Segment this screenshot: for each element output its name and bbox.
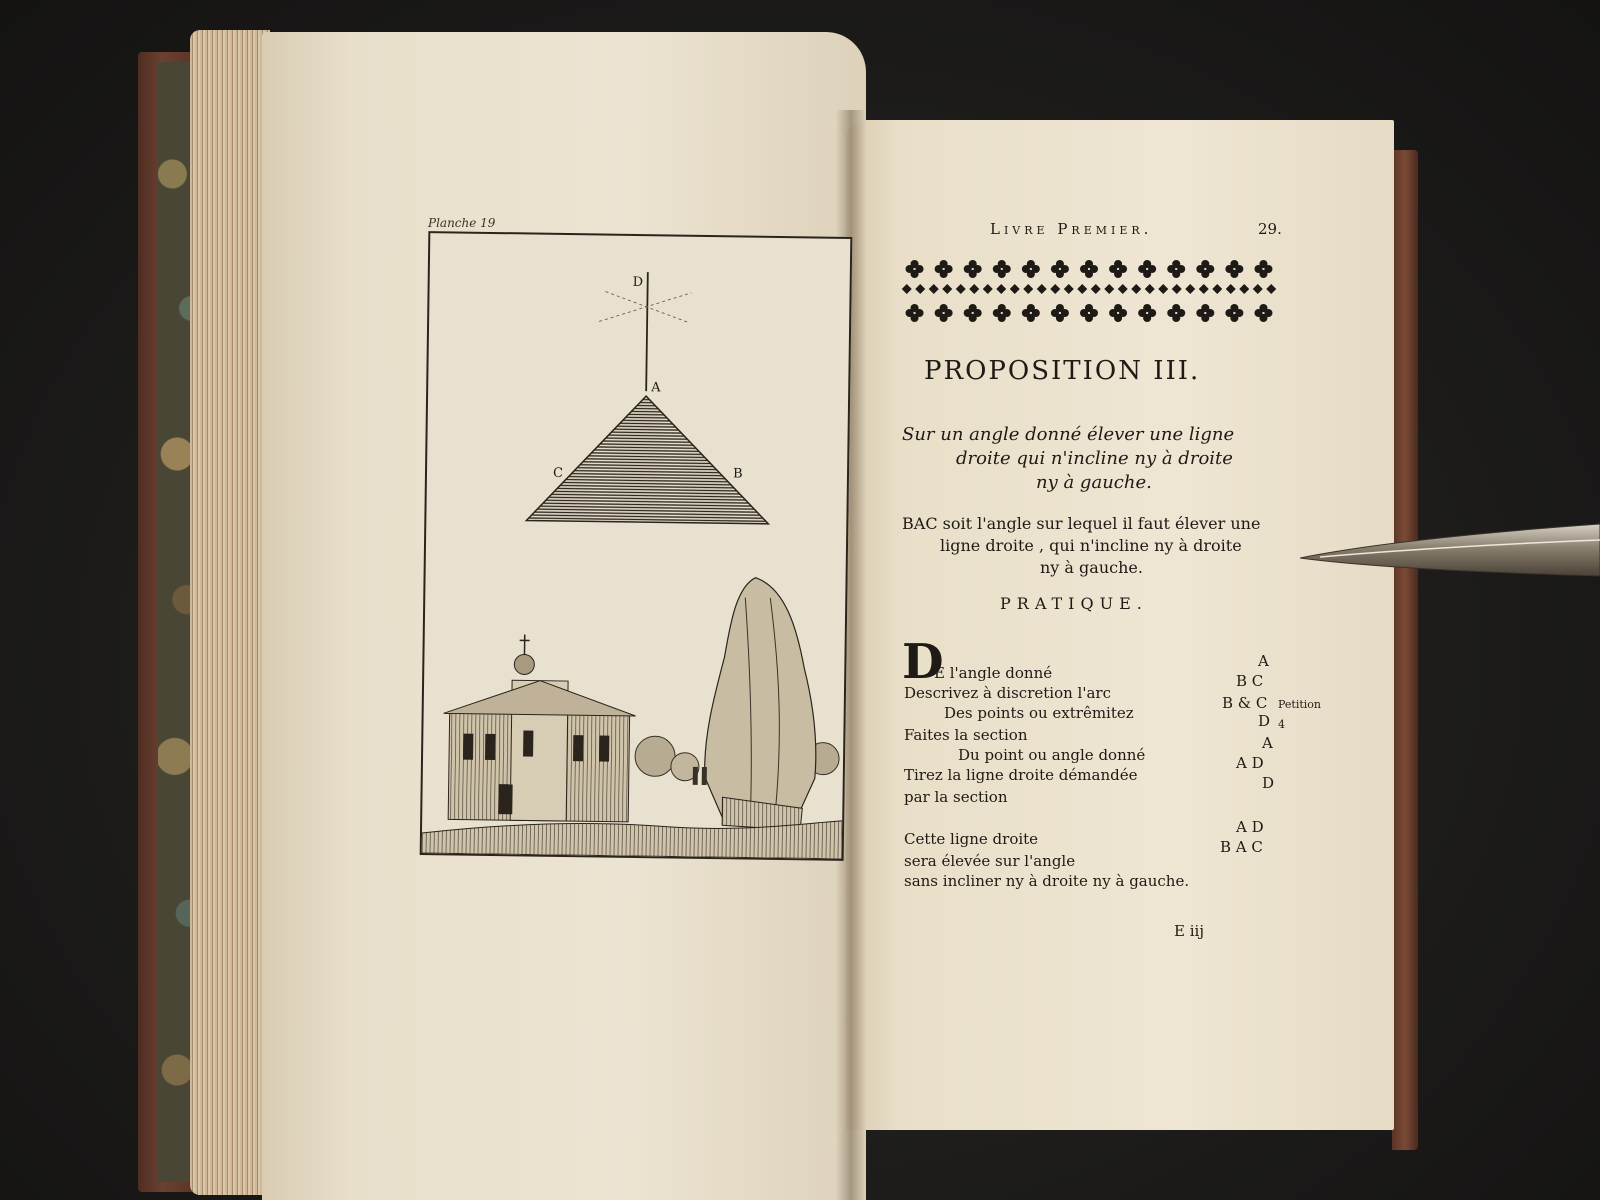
conclusion-line-1: Cette ligne droite bbox=[904, 830, 1039, 848]
angle-triangle bbox=[526, 394, 770, 523]
page-number: 29. bbox=[1258, 220, 1282, 238]
practice-ref-2: B C bbox=[1236, 672, 1264, 690]
practice-ref-7: D bbox=[1262, 774, 1275, 792]
statement-line-1: Sur un angle donné élever une ligne bbox=[902, 424, 1235, 445]
distant-figures bbox=[693, 767, 707, 785]
signature-mark: E iij bbox=[1174, 922, 1204, 940]
label-a: A bbox=[651, 380, 661, 396]
plate-illustration bbox=[422, 233, 851, 859]
proposition-title: PROPOSITION III. bbox=[924, 356, 1201, 386]
intro-line-2: ligne droite , qui n'incline ny à droite bbox=[940, 536, 1242, 555]
church-building bbox=[442, 633, 637, 822]
conclusion-ref-2: B A C bbox=[1220, 838, 1263, 856]
practice-line-4: Faites la section bbox=[904, 726, 1028, 744]
statement-line-2: droite qui n'incline ny à droite bbox=[956, 448, 1233, 469]
label-d: D bbox=[632, 274, 644, 291]
arc-mark-1 bbox=[599, 291, 691, 322]
engraved-plate bbox=[420, 231, 853, 861]
pratique-heading: PRATIQUE. bbox=[1000, 594, 1148, 613]
practice-line-6: Tirez la ligne droite démandée bbox=[904, 766, 1138, 784]
cloaked-figure bbox=[704, 577, 818, 831]
intro-line-1: BAC soit l'angle sur lequel il faut élever une bbox=[902, 514, 1261, 533]
practice-line-3: Des points ou extrêmitez bbox=[944, 704, 1134, 722]
practice-ref-6: A D bbox=[1236, 754, 1264, 772]
perpendicular-line bbox=[646, 272, 648, 391]
practice-line-2: Descrivez à discretion l'arc bbox=[904, 684, 1111, 702]
practice-ref-3: B & C bbox=[1222, 694, 1268, 712]
ornament-band-top bbox=[900, 258, 1278, 280]
conclusion-ref-1: A D bbox=[1236, 818, 1264, 836]
practice-line-1: E l'angle donné bbox=[934, 664, 1053, 682]
drop-cap: D bbox=[902, 634, 944, 690]
plate-label: Planche 19 bbox=[428, 216, 496, 230]
ornament-band-bottom bbox=[900, 302, 1278, 324]
running-head: Livre Premier. bbox=[990, 220, 1153, 238]
practice-ref-5: A bbox=[1262, 734, 1273, 752]
page-edges bbox=[190, 30, 270, 1195]
label-b: B bbox=[732, 466, 743, 482]
pointer-knife bbox=[1300, 520, 1600, 584]
statement-line-3: ny à gauche. bbox=[1036, 472, 1152, 493]
practice-ref-4: D bbox=[1258, 712, 1271, 730]
ornament-band-middle bbox=[900, 282, 1278, 296]
petition-mark: 4 bbox=[1278, 718, 1285, 731]
label-c: C bbox=[552, 465, 564, 481]
petition-note: Petition bbox=[1278, 698, 1322, 711]
practice-line-5: Du point ou angle donné bbox=[958, 746, 1146, 764]
practice-ref-1: A bbox=[1258, 652, 1269, 670]
intro-line-3: ny à gauche. bbox=[1040, 558, 1143, 577]
conclusion-line-2: sera élevée sur l'angle bbox=[904, 852, 1076, 870]
book-cover-right bbox=[1392, 150, 1418, 1150]
practice-line-7: par la section bbox=[904, 788, 1008, 806]
conclusion-line-3: sans incliner ny à droite ny à gauche. bbox=[904, 872, 1190, 890]
